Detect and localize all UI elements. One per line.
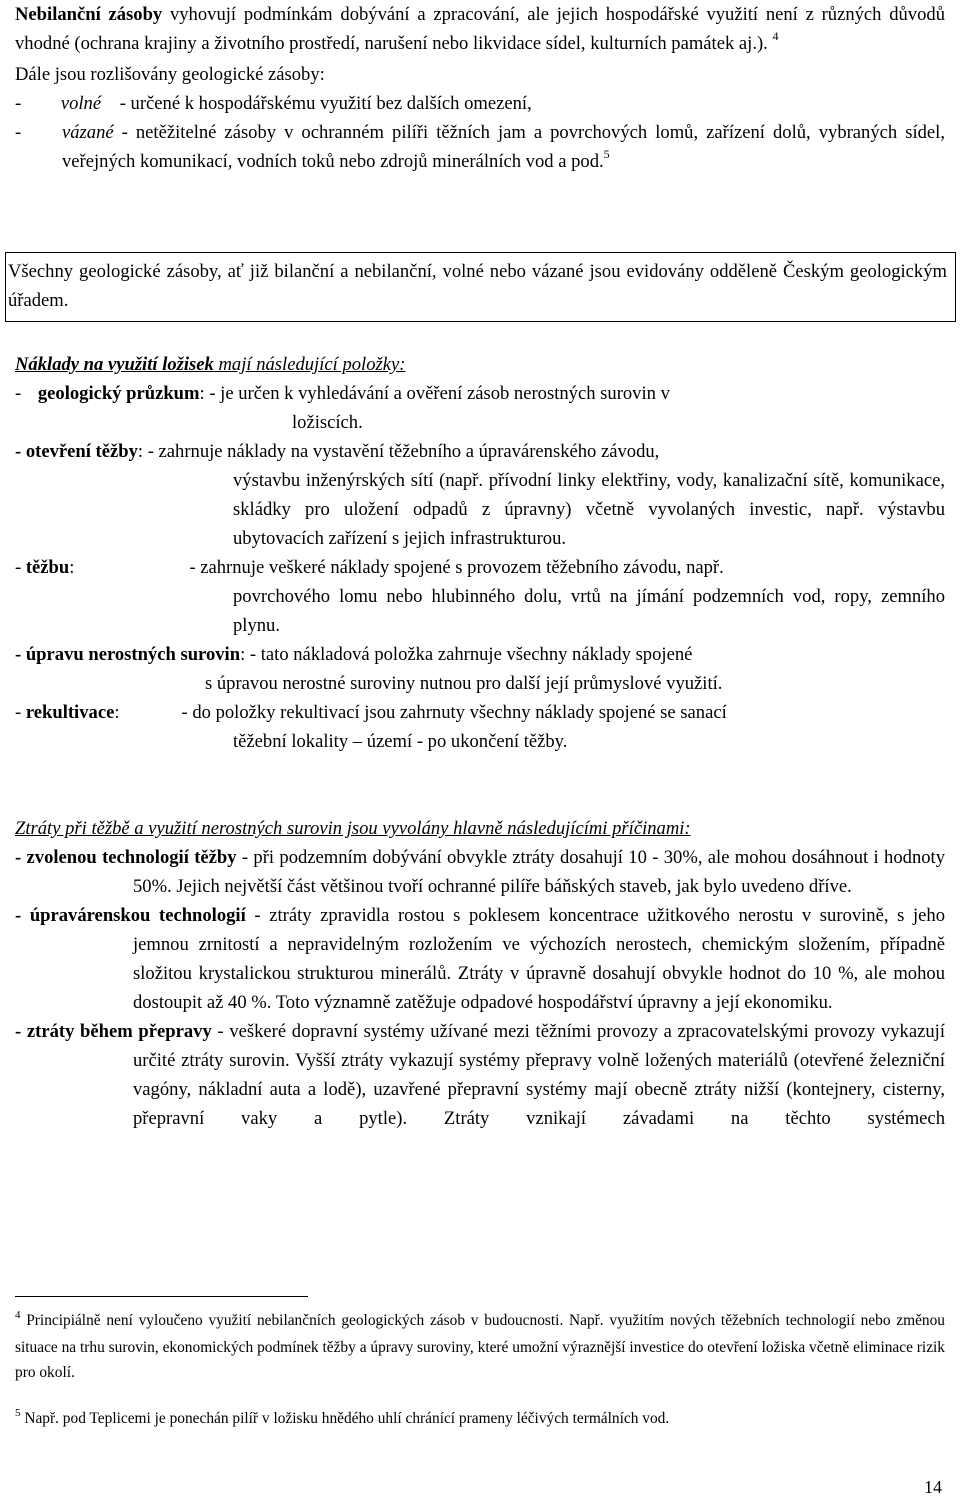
item-continuation: těžební lokality – území - po ukončení těžby. [233, 731, 568, 752]
item-text: - veškeré dopravní systémy užívané mezi těžními provozy a zpracovatelskými provozy vykazují určité ztráty surovin. Vyšší ztráty vykazují systémy přepravy volně ložených materiálů (otevřené železniční vagóny, nákladní auta a lodě), uzavřené přepravní systémy mají obecně ztráty nižší (kontejnery, cisterny, přepravní vaky a pytle). Ztráty vznikají závadami na těchto systémech [133, 1021, 945, 1129]
term-geologicky-pruzkum: geologický průzkum [37, 383, 200, 404]
box-text: Všechny geologické zásoby, ať již bilanční a nebilanční, volné nebo vázané jsou evidovány odděleně Českým geologickým úřadem. [8, 261, 947, 311]
item-text: - ztráty zpravidla rostou s poklesem koncentrace užitkového nerostu v surovině, s jeho jemnou zrnitostí a nepravidelným rozložením ve výchozích nerostech, chemickým složením, případně složitou krystalickou strukturou minerálů. Ztráty v úpravně dosahují obvykle hodnot do 10 %, ale mohou dostoupit až 40 %. Toto významně zatěžuje odpadové hospodářství úpravny a její ekonomiku. [133, 905, 945, 1013]
costs-heading-bold: Náklady na využití ložisek [15, 354, 214, 375]
term-uprava-nerostnych-surovin: - úpravu nerostných surovin [15, 644, 241, 665]
evidence-box [5, 252, 956, 322]
dash: - [15, 557, 26, 578]
vazane-paragraph [15, 118, 945, 178]
costs-heading-rest: mají následující položky: [213, 354, 406, 375]
document-page [15, 0, 945, 178]
item-continuation: s úpravou nerostné suroviny nutnou pro další její průmyslové využití. [205, 673, 723, 694]
item-continuation: ložiscích. [292, 412, 363, 433]
loss-item-technologie-tezby [15, 843, 945, 901]
item-text: zahrnuje náklady na vystavění těžebního a úpravárenského závodu, [158, 441, 660, 462]
paragraph-nebilancni [15, 0, 945, 60]
cost-item-tezba [15, 553, 945, 640]
term-upravarenska-technologie: - úpravárenskou technologií [15, 905, 246, 926]
term-volne: volné [60, 93, 102, 114]
separator: : - [137, 441, 159, 462]
item-text: - do položky rekultivací jsou zahrnuty všechny náklady spojené se sanací [181, 702, 727, 723]
term-ztraty-behem-prepravy: - ztráty během přepravy [15, 1021, 212, 1042]
footnote-ref-5[interactable]: 5 [603, 147, 610, 161]
footnote-4 [15, 1308, 945, 1385]
term-zvolena-technologie: - zvolenou technologií těžby [15, 847, 237, 868]
page-number: 14 [924, 1477, 942, 1497]
footnote-text: Např. pod Teplicemi je ponechán pilíř v ložisku hnědého uhlí chránící prameny léčivých termálních vod. [20, 1410, 670, 1427]
footnote-ref-4[interactable]: 4 [772, 29, 779, 43]
footnote-separator [15, 1296, 308, 1297]
costs-heading [15, 350, 945, 379]
cost-item-pruzkum [15, 379, 945, 437]
dash: - [15, 122, 36, 143]
paragraph-text: vyhovují podmínkám dobývání a zpracování, ale jejich hospodářské využití není z různých důvodů vhodné (ochrana krajiny a životního prostředí, narušení nebo likvidace sídel, kulturních památek aj.). [15, 4, 945, 54]
term-tezbu: těžbu [25, 557, 70, 578]
item-text: tato nákladová položka zahrnuje všechny náklady spojené [260, 644, 693, 665]
losses-heading [15, 814, 945, 843]
footnote-number: 4 [15, 1309, 21, 1321]
separator: : - [199, 383, 221, 404]
footnote-number: 5 [15, 1407, 21, 1419]
reserve-volne [15, 89, 945, 118]
costs-section [15, 350, 945, 756]
reserves-intro: Dále jsou rozlišovány geologické zásoby: [15, 64, 325, 85]
cost-item-uprava [15, 640, 945, 698]
cost-item-rekultivace [15, 698, 945, 756]
term-otevreni-tezby: - otevření těžby [15, 441, 138, 462]
cost-item-otevreni [15, 437, 945, 553]
losses-heading-text: Ztráty při těžbě a využití nerostných surovin jsou vyvolány hlavně následujícími příčinami: [15, 818, 691, 839]
term-rekultivace: rekultivace [25, 702, 115, 723]
losses-section [15, 814, 945, 1133]
volne-text: - určené k hospodářskému využití bez dalších omezení, [101, 93, 532, 114]
vazane-text: - netěžitelné zásoby v ochranném pilíři těžních jam a povrchových lomů, zařízení dolů, vybraných sídel, veřejných komunikací, vodních toků nebo zdrojů minerálních vod a pod. [62, 122, 945, 172]
term-vazane: vázané [62, 122, 114, 143]
footnote-5 [15, 1406, 945, 1433]
reserve-vazane [15, 118, 945, 178]
item-text: - zahrnuje veškeré náklady spojené s provozem těžebního závodu, např. [189, 557, 724, 578]
item-continuation: výstavbu inženýrských sítí (např. přívodní linky elektřiny, vody, kanalizační sítě, komunikace, skládky pro uložení odpadů z úpravny) včetně vyvolaných investic, např. výstavbu ubytovacích zařízení s jejich infrastrukturou. [233, 470, 945, 549]
dash: - [15, 383, 26, 404]
item-text: je určen k vyhledávání a ověření zásob nerostných surovin v [220, 383, 670, 404]
separator: : - [240, 644, 261, 665]
loss-item-upravarenska [15, 901, 945, 1017]
loss-item-preprava [15, 1017, 945, 1133]
separator: : [114, 702, 120, 723]
footnote-text: Principiálně není vyloučeno využití nebilančních geologických zásob v budoucnosti. Např. využitím nových těžebních technologií nebo změnou situace na trhu surovin, ekonomických podmínek těžby a úpravy suroviny, které umožní výraznější investice do otevření ložiska včetně eliminace rizik pro okolí. [15, 1312, 945, 1381]
dash: - [15, 93, 26, 114]
separator: : [69, 557, 75, 578]
item-text: - při podzemním dobývání obvykle ztráty dosahují 10 - 30%, ale mohou dosáhnout i hodnoty 50%. Jejich největší část většinou tvoří ochranné pilíře báňských staveb, jak bylo uvedeno dříve. [133, 847, 946, 897]
dash: - [15, 702, 26, 723]
item-continuation: povrchového lomu nebo hlubinného dolu, vrtů na jímání podzemních vod, ropy, zemního plynu. [233, 586, 945, 636]
term-nebilancni: Nebilanční zásoby [15, 4, 163, 25]
